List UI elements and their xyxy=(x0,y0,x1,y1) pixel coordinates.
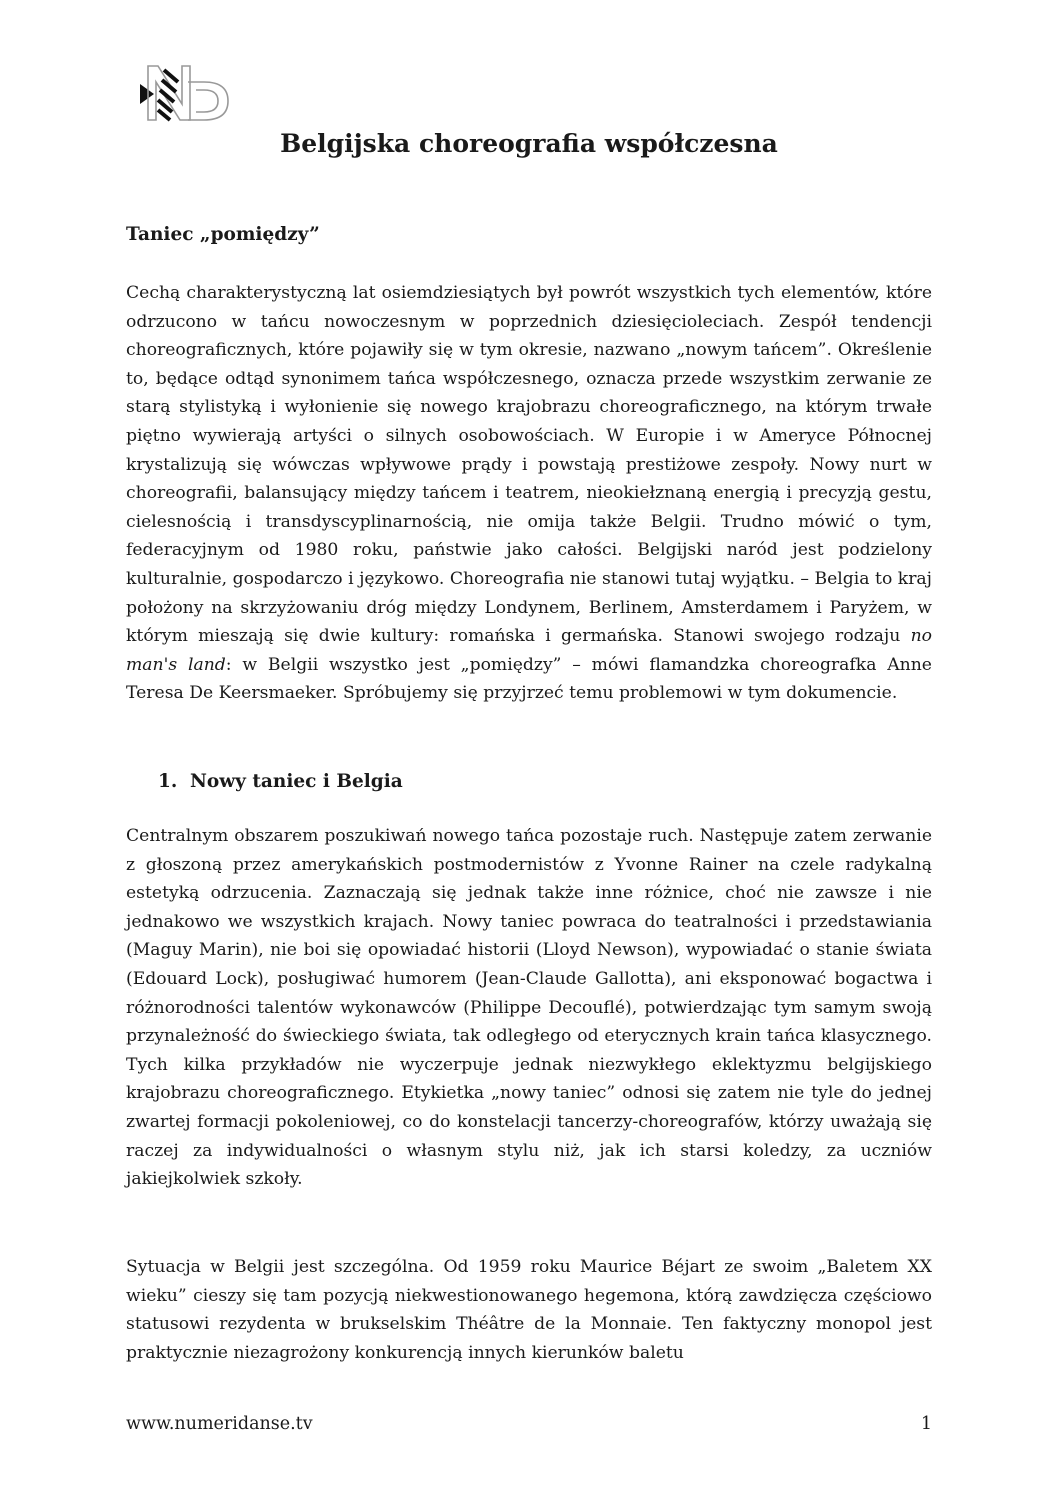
body-paragraph-1: Centralnym obszarem poszukiwań nowego tańca pozostaje ruch. Następuje zatem zerwanie z głoszoną przez amerykańskich postmodernistów z Yvonne Rainer na czele radykalną estetyką odrzucenia. Zaznaczają się jednak także inne różnice, choć nie zawsze i nie jednakowo we wszystkich krajach. Nowy taniec powraca do teatralności i przedstawiania (Maguy Marin), nie boi się opowiadać historii (Lloyd Newson), wypowiadać o stanie świata (Edouard Lock), posługiwać humorem (Jean-Claude Gallotta), ani eksponować bogactwa i różnorodności talentów wykonawców (Philippe Decouflé), potwierdzając tym samym swoją przynależność do świeckiego świata, tak odległego od eterycznych krain tańca klasycznego. Tych kilka przykładów nie wyczerpuje jednak niezwykłego eklektyzmu belgijskiego krajobrazu choreograficznego. Etykietka „nowy taniec” odnosi się zatem nie tyle do jednej zwartej formacji pokoleniowej, co do konstelacji tancerzy-choreografów, którzy uważają się raczej za indywidualności o własnym stylu niż, jak ich starsi koledzy, za uczniów jakiejkolwiek szkoły. xyxy=(126,826,932,1190)
section-heading-label: Nowy taniec i Belgia xyxy=(190,771,403,792)
numeridanse-logo xyxy=(138,64,230,124)
body-paragraph-2: Sytuacja w Belgii jest szczególna. Od 1959 roku Maurice Béjart ze swoim „Baletem XX wieku” cieszy się tam pozycją niekwestionowanego hegemona, którą zawdzięcza częściowo statusowi rezydenta w brukselskim Théâtre de la Monnaie. Ten faktyczny monopol jest praktycznie niezagrożony konkurencją innych kierunków baletu xyxy=(126,1257,932,1363)
intro-paragraph-text-2: : w Belgii wszystko jest „pomiędzy” – mówi flamandzka choreografka Anne Teresa De Keersmaeker. Spróbujemy się przyjrzeć temu problemowi w tym dokumencie. xyxy=(126,654,932,704)
page-number: 1 xyxy=(920,1414,932,1434)
footer-url: www.numeridanse.tv xyxy=(126,1414,313,1434)
section-heading-nowy-taniec xyxy=(158,769,403,795)
intro-paragraph xyxy=(126,279,932,708)
section-heading-taniec-pomiedzy: Taniec „pomiędzy” xyxy=(126,224,320,245)
intro-paragraph-italic: no man's land xyxy=(126,626,932,675)
page-footer xyxy=(126,1412,932,1436)
intro-paragraph-text-1: Cechą charakterystyczną lat osiemdziesiątych był powrót wszystkich tych elementów, które odrzucono w tańcu nowoczesnym w poprzednich dziesięcioleciach. Zespół tendencji choreograficznych, które pojawiły się w tym okresie, nazwano „nowym tańcem”. Określenie to, będące odtąd synonimem tańca współczesnego, oznacza przede wszystkim zerwanie ze starą stylistyką i wyłonienie się nowego krajobrazu choreograficznego, na którym trwałe piętno wywierają artyści o silnych osobowościach. W Europie i w Ameryce Północnej krystalizują się wówczas wpływowe prądy i powstają prestiżowe zespoły. Nowy nurt w choreografii, balansujący między tańcem i teatrem, nieokiełznaną energią i precyzją gestu, cielesnością i transdyscyplinarnością, nie omija także Belgii. Trudno mówić o tym, federacyjnym od 1980 roku, państwie jako całości. Belgijski naród jest podzielony kulturalnie, gospodarczo i językowo. Choreografia nie stanowi tutaj wyjątku. – Belgia to kraj położony na skrzyżowaniu dróg między Londynem, Berlinem, Amsterdamem i Paryżem, w którym mieszają się dwie kultury: romańska i germańska. Stanowi swojego rodzaju xyxy=(126,283,932,647)
document-title: Belgijska choreografia współczesna xyxy=(280,129,778,158)
section-number: 1. xyxy=(158,771,178,792)
numeridanse-logo-icon xyxy=(138,64,230,124)
